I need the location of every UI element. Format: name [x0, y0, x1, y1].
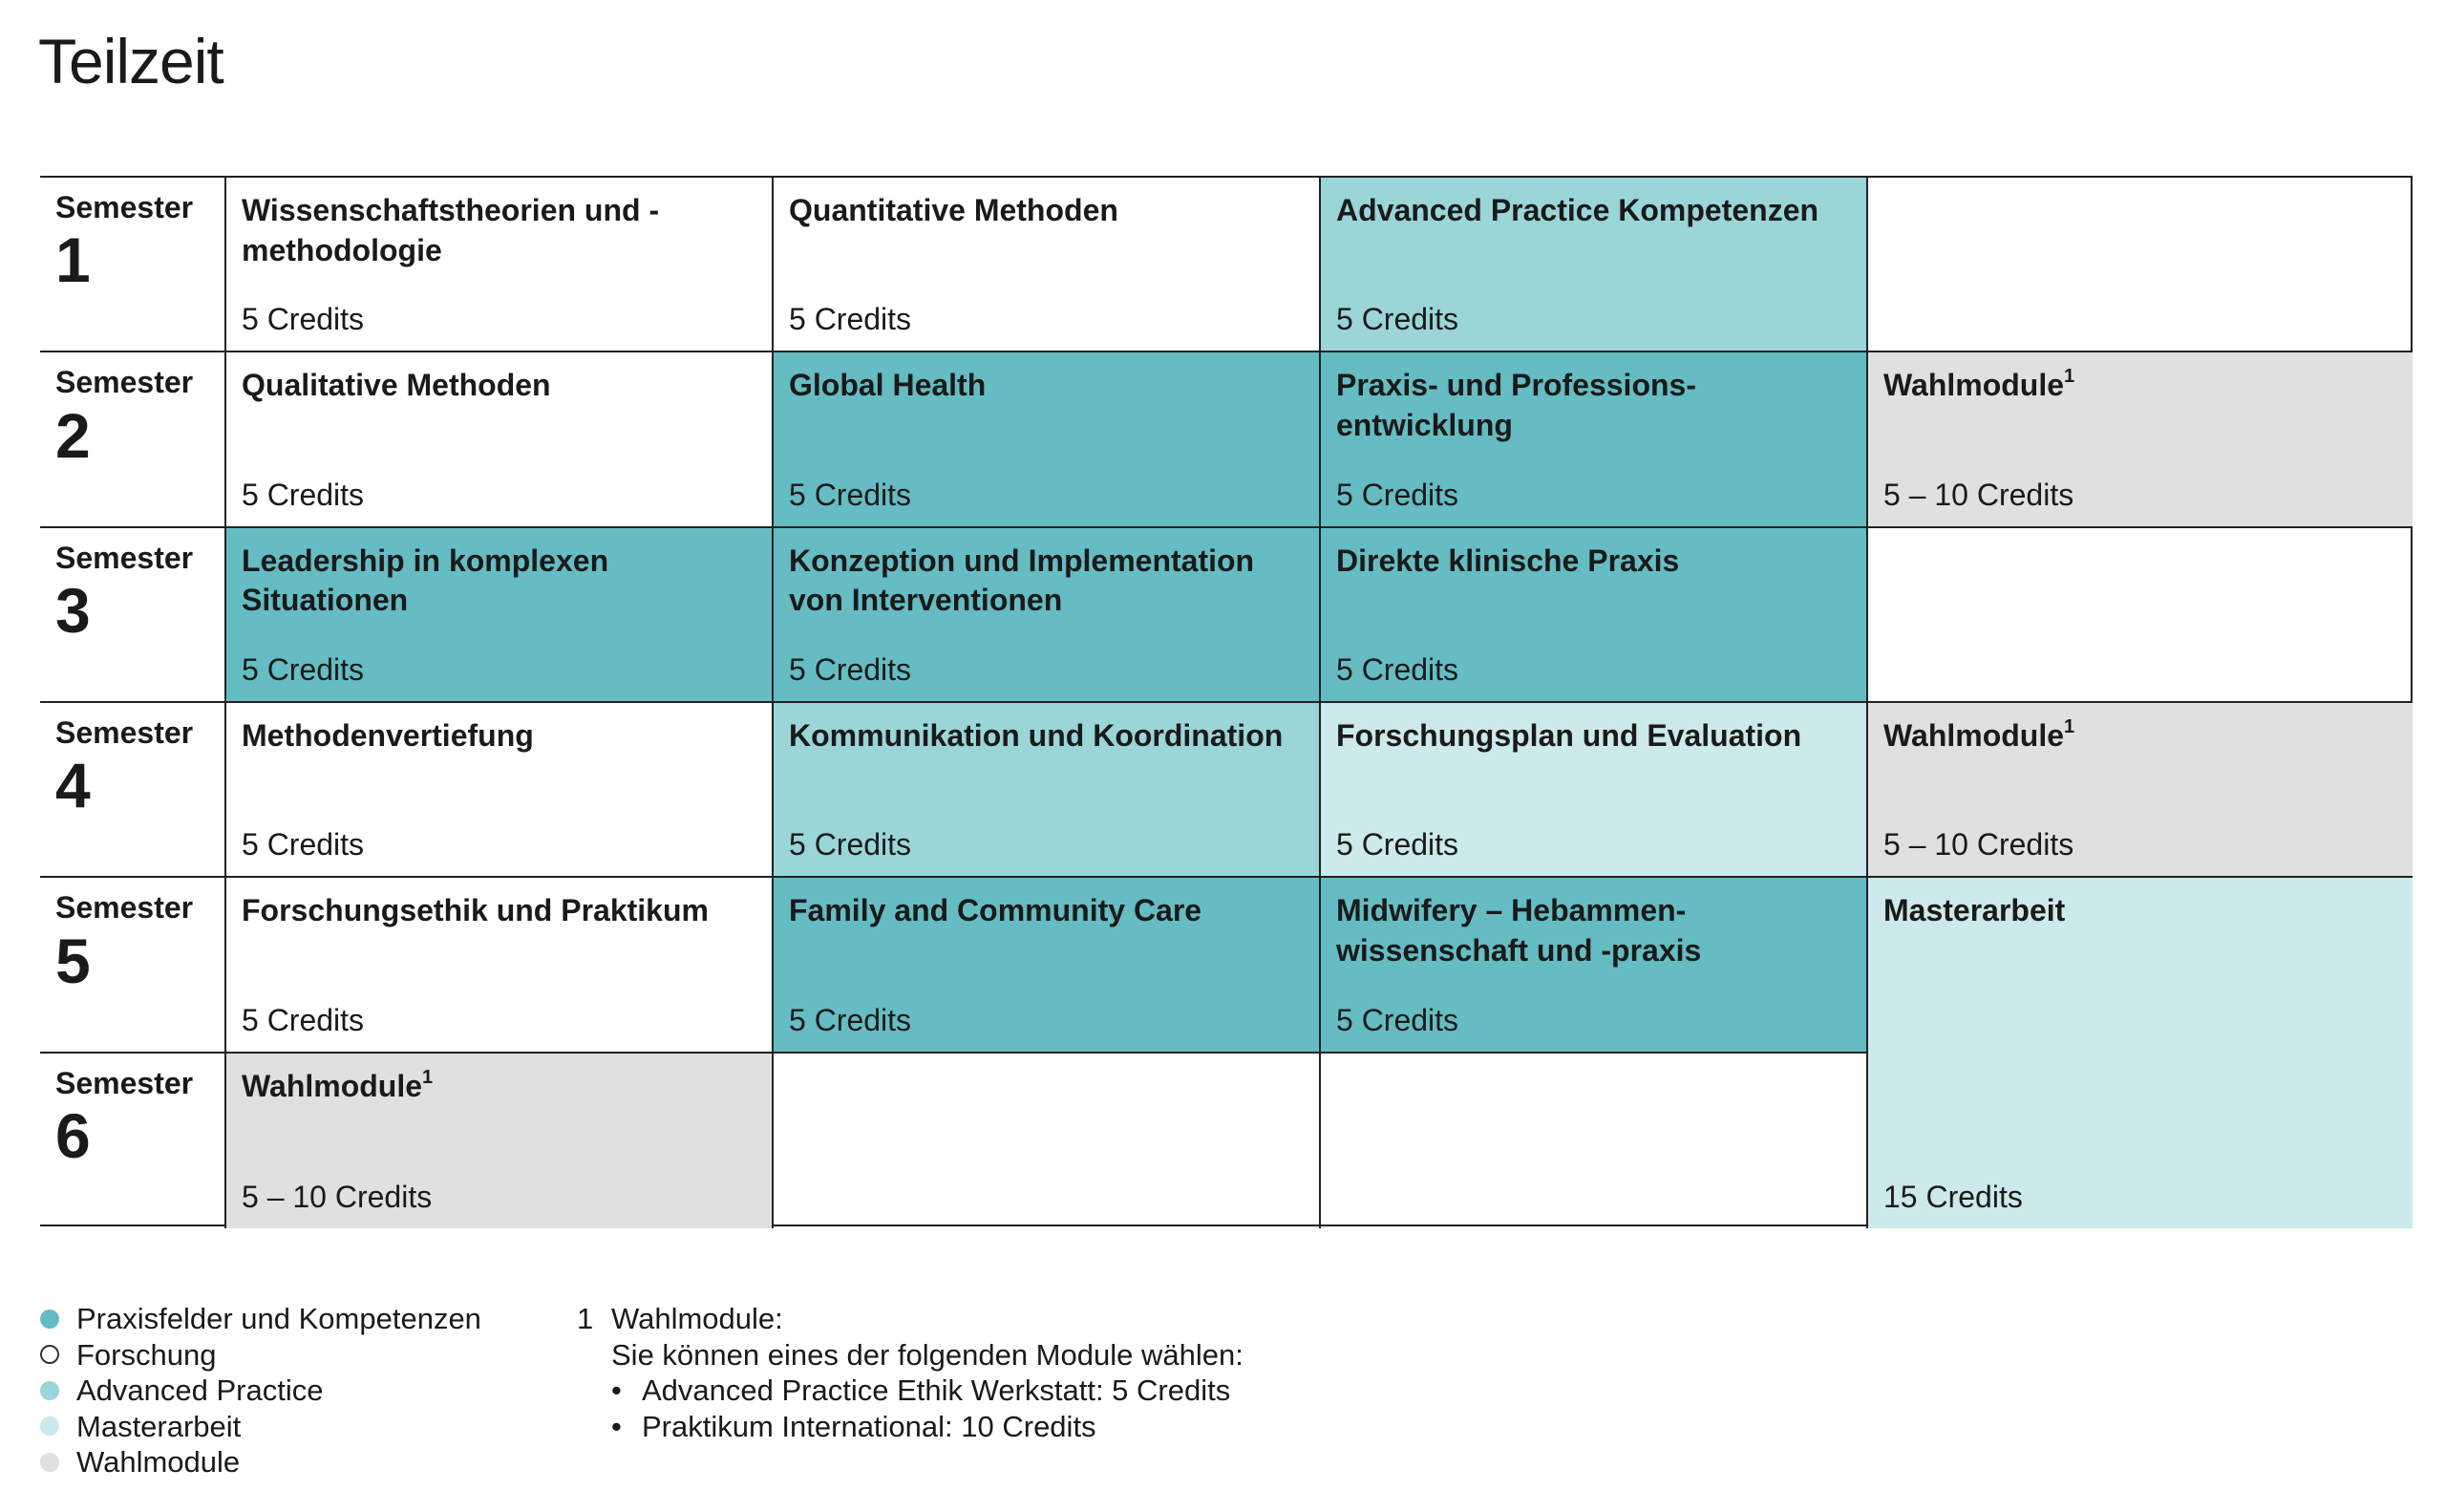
- module-title: Midwifery – Hebammen-wissenschaft und -praxis: [1336, 893, 1702, 968]
- footnote-marker: 1: [2064, 715, 2075, 737]
- module-credits: 5 Credits: [1336, 827, 1459, 862]
- semester-header-5: [40, 878, 224, 1053]
- module-title: Forschungsplan und Evaluation: [1336, 717, 1802, 753]
- footnote-intro: Sie können eines der folgenden Module wählen:: [611, 1337, 1244, 1372]
- empty-cell: [1866, 528, 2413, 703]
- legend-item: [40, 1444, 481, 1480]
- module-title: Masterarbeit: [1883, 893, 2066, 928]
- legend-dot-icon: [40, 1345, 59, 1364]
- module-title-text: Wahlmodule: [242, 1068, 423, 1103]
- legend-item: [40, 1373, 481, 1409]
- module-credits: 5 Credits: [1336, 1002, 1459, 1037]
- footnote-body: [611, 1301, 1244, 1444]
- empty-cell: [772, 1054, 1319, 1228]
- module-title: Kommunikation und Koordination: [789, 717, 1284, 753]
- module-cell: [1319, 703, 1866, 878]
- footnote-option: [611, 1373, 1244, 1409]
- module-title: [242, 1067, 756, 1107]
- footnote-options: [611, 1373, 1244, 1444]
- module-credits: 5 Credits: [242, 827, 365, 862]
- semester-header-4: [40, 703, 224, 878]
- module-title: Quantitative Methoden: [789, 193, 1118, 227]
- module-credits: 5 Credits: [789, 827, 912, 862]
- module-title-text: Wahlmodule: [1883, 717, 2065, 753]
- semester-label: Semester: [55, 890, 194, 926]
- page-title: Teilzeit: [38, 26, 223, 96]
- semester-number: 1: [55, 224, 91, 296]
- footnote-marker: 1: [422, 1066, 434, 1088]
- module-title: Advanced Practice Kompetenzen: [1336, 193, 1819, 227]
- semester-number: 6: [55, 1099, 91, 1171]
- module-credits: 5 Credits: [1336, 302, 1459, 337]
- footnote-number: 1: [577, 1302, 594, 1335]
- legend-item: [40, 1337, 481, 1374]
- module-cell-masterarbeit: [1866, 878, 2413, 1228]
- module-title: Family and Community Care: [789, 893, 1202, 928]
- module-title: Global Health: [789, 368, 987, 403]
- module-cell: [1319, 878, 1866, 1053]
- semester-label: Semester: [55, 365, 194, 400]
- semester-header-1: [40, 178, 224, 352]
- bullet-icon: •: [611, 1409, 622, 1443]
- module-credits: 5 Credits: [789, 477, 912, 512]
- module-title: Konzeption und Implementation von Interventionen: [789, 543, 1255, 618]
- module-credits: 5 Credits: [789, 651, 912, 687]
- footnote-heading: Wahlmodule:: [611, 1302, 783, 1335]
- module-title: Praxis- und Professions-entwicklung: [1336, 368, 1696, 442]
- legend-label: Masterarbeit: [76, 1409, 242, 1443]
- module-cell: [772, 178, 1319, 352]
- legend-dot-icon: [40, 1453, 59, 1472]
- module-credits: 5 Credits: [1336, 651, 1459, 687]
- footnote-option-text: Advanced Practice Ethik Werkstatt: 5 Credits: [642, 1374, 1231, 1407]
- module-title: [1883, 716, 2397, 756]
- module-cell: [772, 528, 1319, 703]
- module-credits: 5 Credits: [1336, 477, 1459, 512]
- module-cell: [1319, 352, 1866, 527]
- module-credits: 5 – 10 Credits: [242, 1179, 433, 1214]
- module-cell: [1866, 352, 2413, 527]
- bullet-icon: •: [611, 1374, 622, 1407]
- study-plan-table: [40, 176, 2413, 1226]
- semester-number: 5: [55, 925, 91, 996]
- legend-dot-icon: [40, 1310, 59, 1329]
- semester-header-6: [40, 1054, 224, 1228]
- footnote-option: [611, 1409, 1244, 1445]
- module-cell: [1319, 178, 1866, 352]
- module-cell: [224, 528, 772, 703]
- semester-label: Semester: [55, 190, 194, 224]
- module-credits: 5 – 10 Credits: [1883, 827, 2074, 862]
- module-cell: [224, 352, 772, 527]
- legend-dot-icon: [40, 1416, 59, 1436]
- module-title: Direkte klinische Praxis: [1336, 543, 1680, 578]
- legend: [40, 1301, 481, 1480]
- module-title: [1883, 366, 2397, 406]
- module-cell: [224, 703, 772, 878]
- module-credits: 5 Credits: [242, 302, 365, 337]
- module-cell: [1866, 703, 2413, 878]
- module-credits: 5 – 10 Credits: [1883, 477, 2074, 512]
- module-title: Methodenvertiefung: [242, 717, 534, 753]
- legend-label: Praxisfelder und Kompetenzen: [76, 1302, 481, 1335]
- semester-label: Semester: [55, 1065, 194, 1100]
- module-cell: [224, 1054, 772, 1228]
- module-credits: 5 Credits: [789, 1002, 912, 1037]
- semester-number: 3: [55, 574, 91, 646]
- footnote-marker: 1: [2064, 366, 2075, 388]
- semester-label: Semester: [55, 540, 194, 575]
- footnote-option-text: Praktikum International: 10 Credits: [642, 1409, 1096, 1443]
- legend-label: Wahlmodule: [76, 1445, 241, 1479]
- module-credits: 5 Credits: [242, 477, 365, 512]
- module-cell: [224, 878, 772, 1053]
- module-cell: [224, 178, 772, 352]
- legend-item: [40, 1409, 481, 1445]
- module-title: Wissenschaftstheorien und -methodologie: [242, 193, 660, 267]
- semester-number: 2: [55, 399, 91, 471]
- module-title: Qualitative Methoden: [242, 368, 551, 403]
- semester-header-2: [40, 352, 224, 527]
- legend-dot-icon: [40, 1381, 59, 1400]
- module-cell: [772, 703, 1319, 878]
- semester-label: Semester: [55, 714, 194, 750]
- module-credits: 5 Credits: [242, 1002, 365, 1037]
- legend-label: Forschung: [76, 1337, 217, 1372]
- empty-cell: [1319, 1054, 1866, 1228]
- footnote-row: [577, 1301, 1244, 1444]
- module-title: Forschungsethik und Praktikum: [242, 893, 709, 928]
- module-cell: [772, 352, 1319, 527]
- legend-label: Advanced Practice: [76, 1374, 324, 1407]
- module-credits: 5 Credits: [242, 651, 365, 687]
- module-credits: 15 Credits: [1883, 1179, 2023, 1214]
- semester-number: 4: [55, 750, 91, 821]
- module-cell: [1319, 528, 1866, 703]
- legend-item: [40, 1301, 481, 1337]
- module-title: Leadership in komplexen Situationen: [242, 543, 609, 618]
- empty-cell: [1866, 178, 2413, 352]
- module-cell: [772, 878, 1319, 1053]
- semester-header-3: [40, 528, 224, 703]
- footnote: [577, 1301, 1244, 1444]
- module-title-text: Wahlmodule: [1883, 368, 2065, 403]
- module-credits: 5 Credits: [789, 302, 912, 337]
